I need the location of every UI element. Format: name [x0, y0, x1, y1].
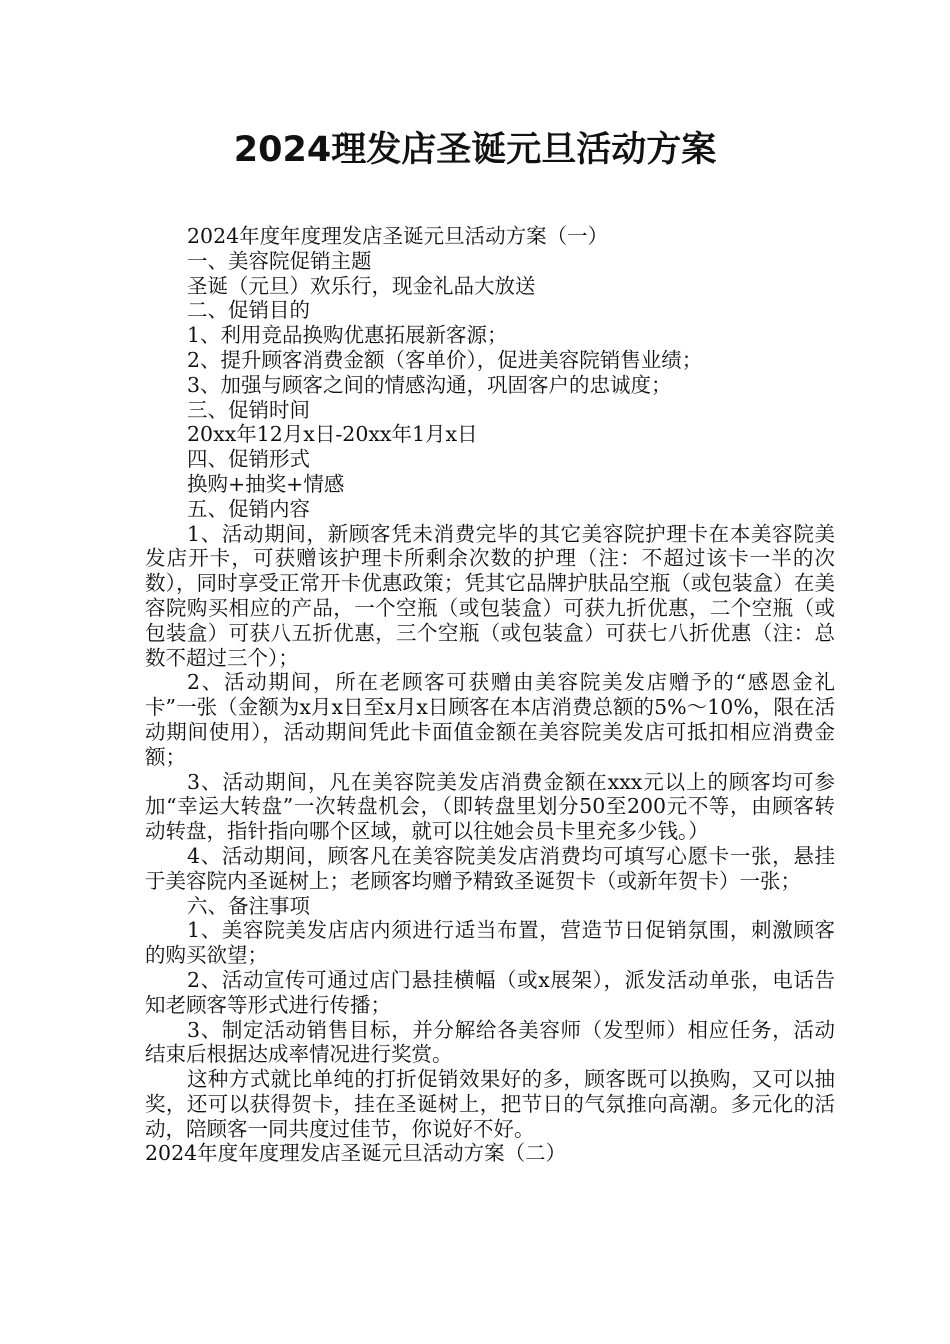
plan-heading: 2024年度年度理发店圣诞元旦活动方案（二）	[145, 1141, 567, 1166]
list-item: 1、利用竞品换购优惠拓展新客源；	[187, 323, 508, 348]
list-item: 1、活动期间，新顾客凭未消费完毕的其它美容院护理卡在本美容院美发店开卡，可获赠该护理卡所剩余次数的护理（注：不超过该卡一半的次数），同时享受正常开卡优惠政策；凭其它品牌护肤品空瓶（或包装盒）在美容院购买相应的产品，一个空瓶（或包装盒）可获九折优惠，二个空瓶（或包装盒）可获八五折优惠，三个空瓶（或包装盒）可获七八折优惠（注：总数不超过三个）；	[145, 521, 835, 670]
paragraph: 这种方式就比单纯的打折促销效果好的多，顾客既可以换购，又可以抽奖，还可以获得贺卡，挂在圣诞树上，把节日的气氛推向高潮。多元化的活动，陪顾客一同共度过佳节，你说好不好。	[145, 1067, 835, 1141]
list-item: 2、提升顾客消费金额（客单价），促进美容院销售业绩；	[187, 347, 703, 372]
list-item: 4、活动期间，顾客凡在美容院美发店消费均可填写心愿卡一张，悬挂于美容院内圣诞树上；老顾客均赠予精致圣诞贺卡（或新年贺卡）一张；	[145, 843, 835, 893]
section-heading: 三、促销时间	[187, 397, 310, 422]
section-heading: 四、促销形式	[187, 447, 310, 472]
document-title: 2024理发店圣诞元旦活动方案	[233, 130, 717, 170]
section-heading: 六、备注事项	[187, 893, 310, 918]
plan-heading: 2024年度年度理发店圣诞元旦活动方案（一）	[187, 224, 609, 248]
section-heading: 五、促销内容	[187, 496, 310, 521]
list-item: 2、活动宣传可通过店门悬挂横幅（或x展架），派发活动单张，电话告知老顾客等形式进行传播；	[145, 967, 835, 1017]
paragraph: 圣诞（元旦）欢乐行，现金礼品大放送	[187, 273, 536, 298]
section-heading: 一、美容院促销主题	[187, 248, 372, 273]
document-body	[145, 224, 835, 1166]
list-item: 2、活动期间，所在老顾客可获赠由美容院美发店赠予的“感恩金礼卡”一张（金额为x月x日至x月x日顾客在本店消费总额的5%～10%，限在活动期间使用），活动期间凭此卡面值金额在美容院美发店可抵扣相应消费金额；	[145, 670, 835, 769]
list-item: 3、加强与顾客之间的情感沟通，巩固客户的忠诚度；	[187, 372, 672, 397]
paragraph: 20xx年12月x日-20xx年1月x日	[187, 422, 478, 447]
section-heading: 二、促销目的	[187, 298, 310, 323]
list-item: 1、美容院美发店店内须进行适当布置，营造节日促销氛围，刺激顾客的购买欲望；	[145, 918, 835, 968]
list-item: 3、制定活动销售目标，并分解给各美容师（发型师）相应任务，活动结束后根据达成率情况进行奖赏。	[145, 1017, 835, 1067]
list-item: 3、活动期间，凡在美容院美发店消费金额在xxx元以上的顾客均可参加“幸运大转盘”一次转盘机会，（即转盘里划分50至200元不等，由顾客转动转盘，指针指向哪个区域，就可以往她会员卡里充多少钱。）	[145, 769, 835, 844]
paragraph: 换购+抽奖+情感	[187, 471, 345, 496]
